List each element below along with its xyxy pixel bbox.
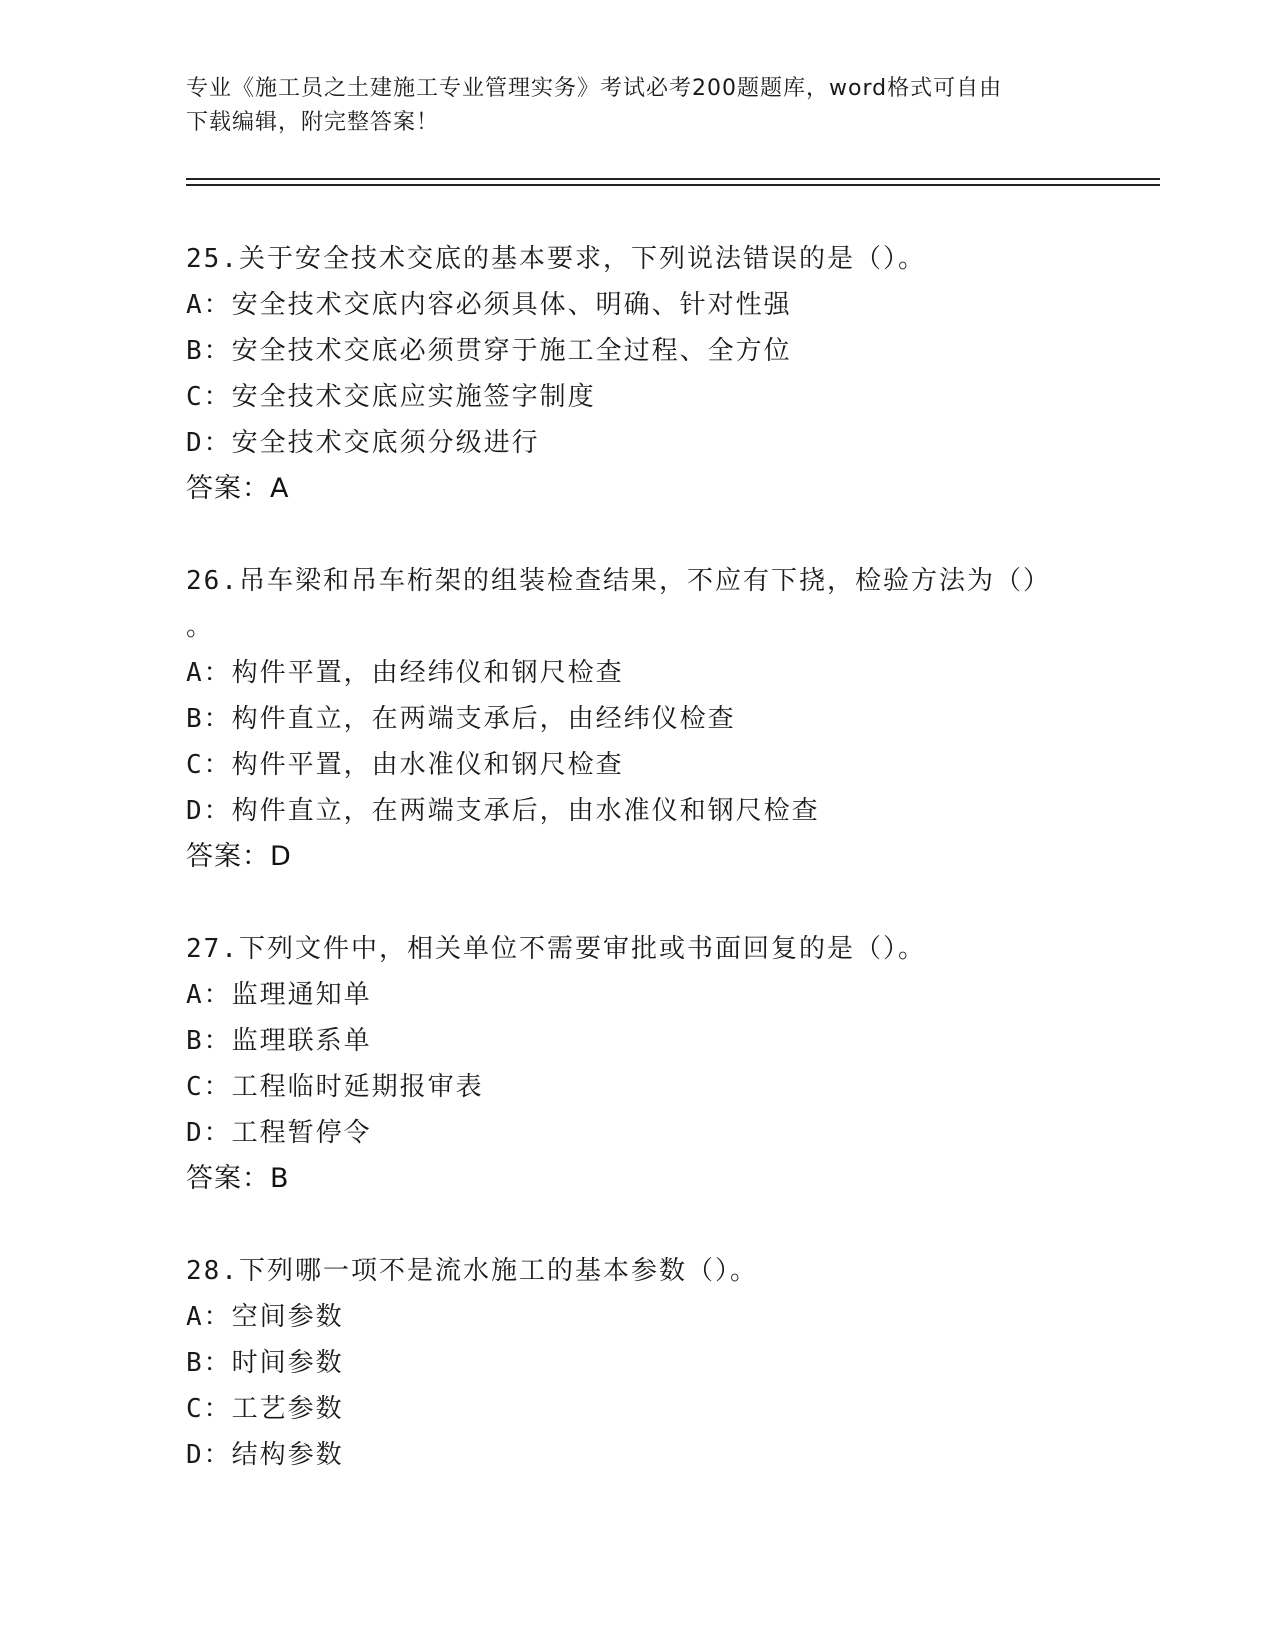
option-b: B：安全技术交底必须贯穿于施工全过程、全方位 (186, 336, 792, 366)
question-stem: 25.关于安全技术交底的基本要求，下列说法错误的是（）。 (186, 244, 926, 274)
option-a: A：构件平置，由经纬仪和钢尺检查 (186, 658, 624, 688)
option-a: A：安全技术交底内容必须具体、明确、针对性强 (186, 290, 792, 320)
document-header (186, 72, 1086, 140)
question-27 (186, 926, 1126, 1202)
question-28 (186, 1248, 1126, 1478)
option-d: D：构件直立，在两端支承后，由水准仪和钢尺检查 (186, 796, 820, 826)
header-double-rule (186, 178, 1160, 186)
option-b: B：构件直立，在两端支承后，由经纬仪检查 (186, 704, 736, 734)
question-stem: 27.下列文件中，相关单位不需要审批或书面回复的是（）。 (186, 934, 926, 964)
question-stem: 28.下列哪一项不是流水施工的基本参数（）。 (186, 1256, 758, 1286)
header-line-2: 下载编辑，附完整答案！ (186, 110, 440, 135)
question-25 (186, 236, 1126, 512)
option-a: A：空间参数 (186, 1302, 344, 1332)
option-b: B：时间参数 (186, 1348, 344, 1378)
answer: 答案：B (186, 1163, 290, 1194)
option-d: D：安全技术交底须分级进行 (186, 428, 540, 458)
option-d: D：工程暂停令 (186, 1118, 372, 1148)
option-c: C：工艺参数 (186, 1394, 344, 1424)
option-d: D：结构参数 (186, 1440, 344, 1470)
option-b: B：监理联系单 (186, 1026, 372, 1056)
option-c: C：安全技术交底应实施签字制度 (186, 382, 596, 412)
question-stem-continuation: 。 (186, 612, 215, 642)
header-line-1: 专业《施工员之土建施工专业管理实务》考试必考200题题库，word格式可自由 (186, 76, 1003, 101)
option-a: A：监理通知单 (186, 980, 372, 1010)
option-c: C：构件平置，由水准仪和钢尺检查 (186, 750, 624, 780)
question-stem: 26.吊车梁和吊车桁架的组装检查结果，不应有下挠，检验方法为（） (186, 566, 1051, 596)
option-c: C：工程临时延期报审表 (186, 1072, 484, 1102)
answer: 答案：D (186, 841, 292, 872)
question-26 (186, 558, 1126, 880)
question-list (186, 236, 1126, 1524)
answer: 答案：A (186, 473, 290, 504)
